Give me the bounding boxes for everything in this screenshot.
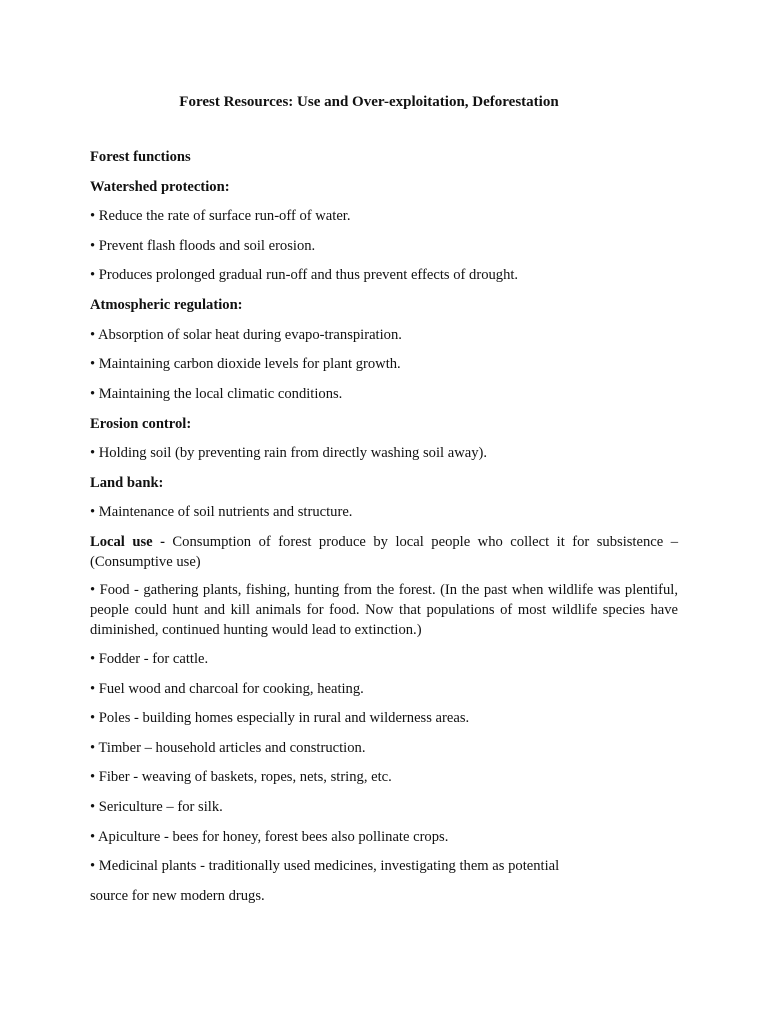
- erosion-item-1: • Holding soil (by preventing rain from directly washing soil away).: [90, 445, 488, 461]
- watershed-item-3: • Produces prolonged gradual run-off and thus prevent effects of drought.: [90, 267, 519, 283]
- local-use-label: Local use -: [90, 534, 165, 550]
- document-title: Forest Resources: Use and Over-exploitation, Deforestation: [179, 94, 559, 110]
- local-use-item-medicinal: • Medicinal plants - traditionally used medicines, investigating them as potential: [90, 858, 560, 874]
- land-bank-item-1: • Maintenance of soil nutrients and structure.: [90, 504, 353, 520]
- local-use-item-poles: • Poles - building homes especially in rural and wilderness areas.: [90, 710, 470, 726]
- local-use-item-apiculture: • Apiculture - bees for honey, forest bees also pollinate crops.: [90, 829, 449, 845]
- local-use-item-fuel-wood: • Fuel wood and charcoal for cooking, heating.: [90, 681, 364, 697]
- watershed-item-2: • Prevent flash floods and soil erosion.: [90, 238, 316, 254]
- atmospheric-item-1: • Absorption of solar heat during evapo-transpiration.: [90, 327, 402, 343]
- local-use-item-sericulture: • Sericulture – for silk.: [90, 799, 223, 815]
- medicinal-continuation: source for new modern drugs.: [90, 888, 265, 904]
- local-use-item-fiber: • Fiber - weaving of baskets, ropes, nets, string, etc.: [90, 769, 392, 785]
- local-use-text: Consumption of forest produce by local people who collect it for subsistence – (Consumptive use): [90, 534, 678, 570]
- local-use-item-fodder: • Fodder - for cattle.: [90, 651, 209, 667]
- watershed-heading: Watershed protection:: [90, 179, 230, 195]
- erosion-heading: Erosion control:: [90, 416, 192, 432]
- land-bank-heading: Land bank:: [90, 475, 164, 491]
- food-paragraph: • Food - gathering plants, fishing, hunting from the forest. (In the past when wildlife was plentiful, people could hunt and kill animals for food. Now that populations of most wildlife species have diminished, continued hunting would lead to extinction.): [90, 582, 678, 638]
- local-use-paragraph: [90, 532, 678, 572]
- atmospheric-item-3: • Maintaining the local climatic conditions.: [90, 386, 343, 402]
- local-use-item-timber: • Timber – household articles and construction.: [90, 740, 366, 756]
- watershed-item-1: • Reduce the rate of surface run-off of water.: [90, 208, 351, 224]
- forest-functions-heading: Forest functions: [90, 149, 191, 165]
- atmospheric-item-2: • Maintaining carbon dioxide levels for plant growth.: [90, 356, 401, 372]
- atmospheric-heading: Atmospheric regulation:: [90, 297, 243, 313]
